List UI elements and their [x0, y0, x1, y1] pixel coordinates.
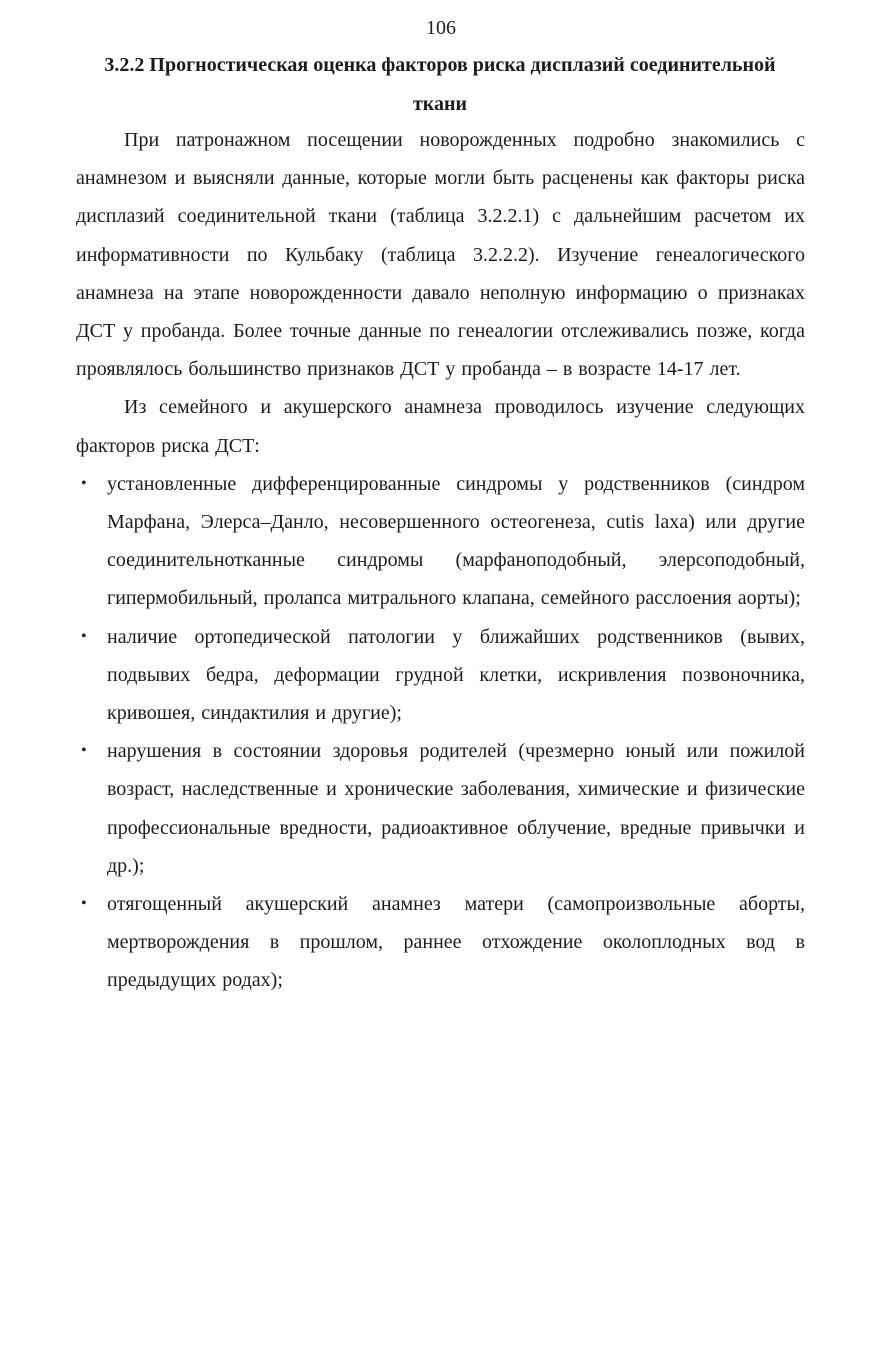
list-item-text: отягощенный акушерский анамнез матери (самопроизвольные аборты, мертворождения в прошлом, раннее отхождение околоплодных вод в предыдущих родах); [107, 893, 805, 992]
page-number: 106 [426, 17, 456, 39]
list-item-text: установленные дифференцированные синдромы у родственников (синдром Марфана, Элерса–Данло, несовершенного остеогенеза, cutis laxa) или другие соединительнотканные синдромы (марфаноподобный, элерсоподобный, гипермобильный, пролапса митрального клапана, семейного расслоения аорты); [107, 472, 805, 610]
list-item-text: наличие ортопедической патологии у ближайших родственников (вывих, подвывих бедра, деформации грудной клетки, искривления позвоночника, кривошея, синдактилия и другие); [107, 625, 805, 725]
list-item [76, 885, 805, 1000]
bullet-icon: • [81, 742, 87, 760]
list-item [76, 465, 805, 618]
list-item [76, 618, 805, 733]
list-item [76, 732, 805, 885]
bullet-icon: • [81, 474, 87, 492]
bullet-icon: • [81, 895, 87, 913]
risk-factor-list [76, 465, 805, 1000]
paragraph-intro: При патронажном посещении новорожденных подробно знакомились с анамнезом и выясняли данные, которые могли быть расценены как факторы риска дисплазий соединительной ткани (таблица 3.2.2.1) с дальнейшим расчетом их информативности по Кульбаку (таблица 3.2.2.2). Изучение генеалогического анамнеза на этапе новорожденности давало неполную информацию о признаках ДСТ у пробанда. Более точные данные по генеалогии отслеживались позже, когда проявлялось большинство признаков ДСТ у пробанда – в возрасте 14-17 лет. [76, 129, 805, 381]
list-item-text: нарушения в состоянии здоровья родителей (чрезмерно юный или пожилой возраст, наследственные и хронические заболевания, химические и физические профессиональные вредности, радиоактивное облучение, вредные привычки и др.); [107, 740, 805, 877]
section-heading: 3.2.2 Прогностическая оценка факторов риска дисплазий соединительной ткани [104, 54, 776, 115]
body-text [76, 121, 805, 1000]
paragraph-risk-factors: Из семейного и акушерского анамнеза проводилось изучение следующих факторов риска ДСТ: [76, 396, 805, 457]
bullet-icon: • [81, 627, 87, 645]
